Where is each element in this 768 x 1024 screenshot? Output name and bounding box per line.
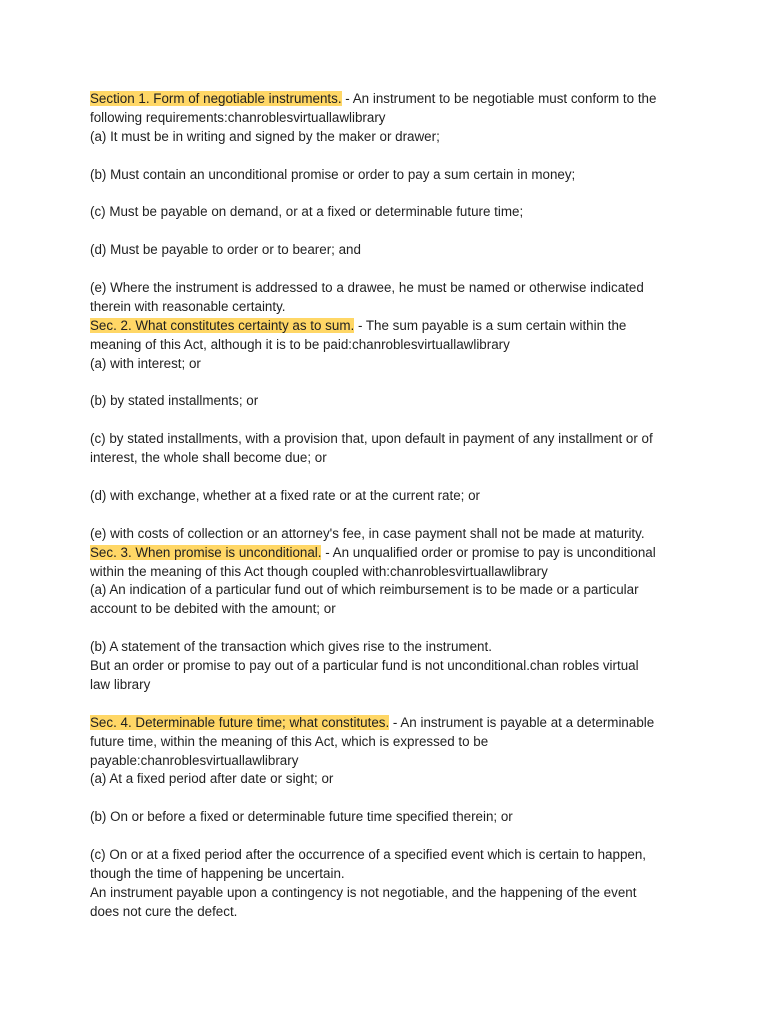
section-3-item-a-cont: account to be debited with the amount; or: [90, 601, 336, 617]
section-4-item-b: (b) On or before a fixed or determinable future time specified therein; or: [90, 809, 513, 825]
section-4-note: An instrument payable upon a contingency is not negotiable, and the happening of the event: [90, 884, 637, 900]
spacer: [90, 222, 690, 241]
section-2-heading: Sec. 2. What constitutes certainty as to sum.: [90, 317, 355, 333]
spacer: [90, 468, 690, 487]
spacer: [90, 827, 690, 846]
section-2-first-line: [90, 317, 690, 336]
section-4-item-a: (a) At a fixed period after date or sight; or: [90, 771, 334, 787]
section-4-first-line: [90, 714, 690, 733]
spacer: [90, 185, 690, 204]
section-3-note-cont: law library: [90, 676, 151, 692]
section-4-note-cont: does not cure the defect.: [90, 903, 238, 919]
section-1-intro-cont: following requirements:chanroblesvirtuallawlibrary: [90, 109, 386, 125]
spacer: [90, 619, 690, 638]
section-3-item-b: (b) A statement of the transaction which gives rise to the instrument.: [90, 639, 492, 655]
section-1-item-b: (b) Must contain an unconditional promise or order to pay a sum certain in money;: [90, 166, 576, 182]
section-2-item-b: (b) by stated installments; or: [90, 393, 259, 409]
section-2-intro: - The sum payable is a sum certain within the: [354, 317, 627, 333]
section-1-item-c: (c) Must be payable on demand, or at a fixed or determinable future time;: [90, 204, 524, 220]
document-page: [90, 90, 690, 922]
section-4-intro-cont: future time, within the meaning of this Act, which is expressed to be: [90, 733, 489, 749]
section-2-item-c-cont: interest, the whole shall become due; or: [90, 450, 327, 466]
section-3-intro: - An unqualified order or promise to pay is unconditional: [321, 544, 656, 560]
section-4-intro: - An instrument is payable at a determinable: [389, 714, 655, 730]
section-1-intro: - An instrument to be negotiable must conform to the: [341, 91, 657, 106]
spacer: [90, 506, 690, 525]
section-3-first-line: [90, 544, 690, 563]
section-4-item-c: (c) On or at a fixed period after the occurrence of a specified event which is certain to happen,: [90, 847, 647, 863]
spacer: [90, 789, 690, 808]
section-3-item-a: (a) An indication of a particular fund out of which reimbursement is to be made or a particular: [90, 582, 639, 598]
section-1-item-a: (a) It must be in writing and signed by the maker or drawer;: [90, 128, 440, 144]
section-3-note: But an order or promise to pay out of a particular fund is not unconditional.chan robles virtual: [90, 658, 639, 674]
section-1-item-d: (d) Must be payable to order or to bearer; and: [90, 242, 361, 258]
section-1-heading: Section 1. Form of negotiable instruments.: [90, 91, 342, 106]
section-4-intro-cont-2: payable:chanroblesvirtuallawlibrary: [90, 752, 299, 768]
section-1-first-line: [90, 90, 690, 109]
section-2-item-a: (a) with interest; or: [90, 355, 201, 371]
section-3-intro-cont: within the meaning of this Act though coupled with:chanroblesvirtuallawlibrary: [90, 563, 548, 579]
section-3-heading: Sec. 3. When promise is unconditional.: [90, 544, 322, 560]
section-4-heading: Sec. 4. Determinable future time; what constitutes.: [90, 714, 390, 730]
section-2-intro-cont: meaning of this Act, although it is to be paid:chanroblesvirtuallawlibrary: [90, 336, 510, 352]
section-2-item-e: (e) with costs of collection or an attorney's fee, in case payment shall not be made at maturity.: [90, 525, 645, 541]
spacer: [90, 374, 690, 393]
section-1-item-e-cont: therein with reasonable certainty.: [90, 298, 286, 314]
spacer: [90, 260, 690, 279]
section-2-item-c: (c) by stated installments, with a provision that, upon default in payment of any installment or of: [90, 431, 653, 447]
spacer: [90, 411, 690, 430]
section-4-item-c-cont: though the time of happening be uncertain.: [90, 865, 345, 881]
spacer: [90, 695, 690, 714]
spacer: [90, 147, 690, 166]
section-1-item-e: (e) Where the instrument is addressed to a drawee, he must be named or otherwise indicated: [90, 280, 644, 295]
section-2-item-d: (d) with exchange, whether at a fixed rate or at the current rate; or: [90, 487, 481, 503]
